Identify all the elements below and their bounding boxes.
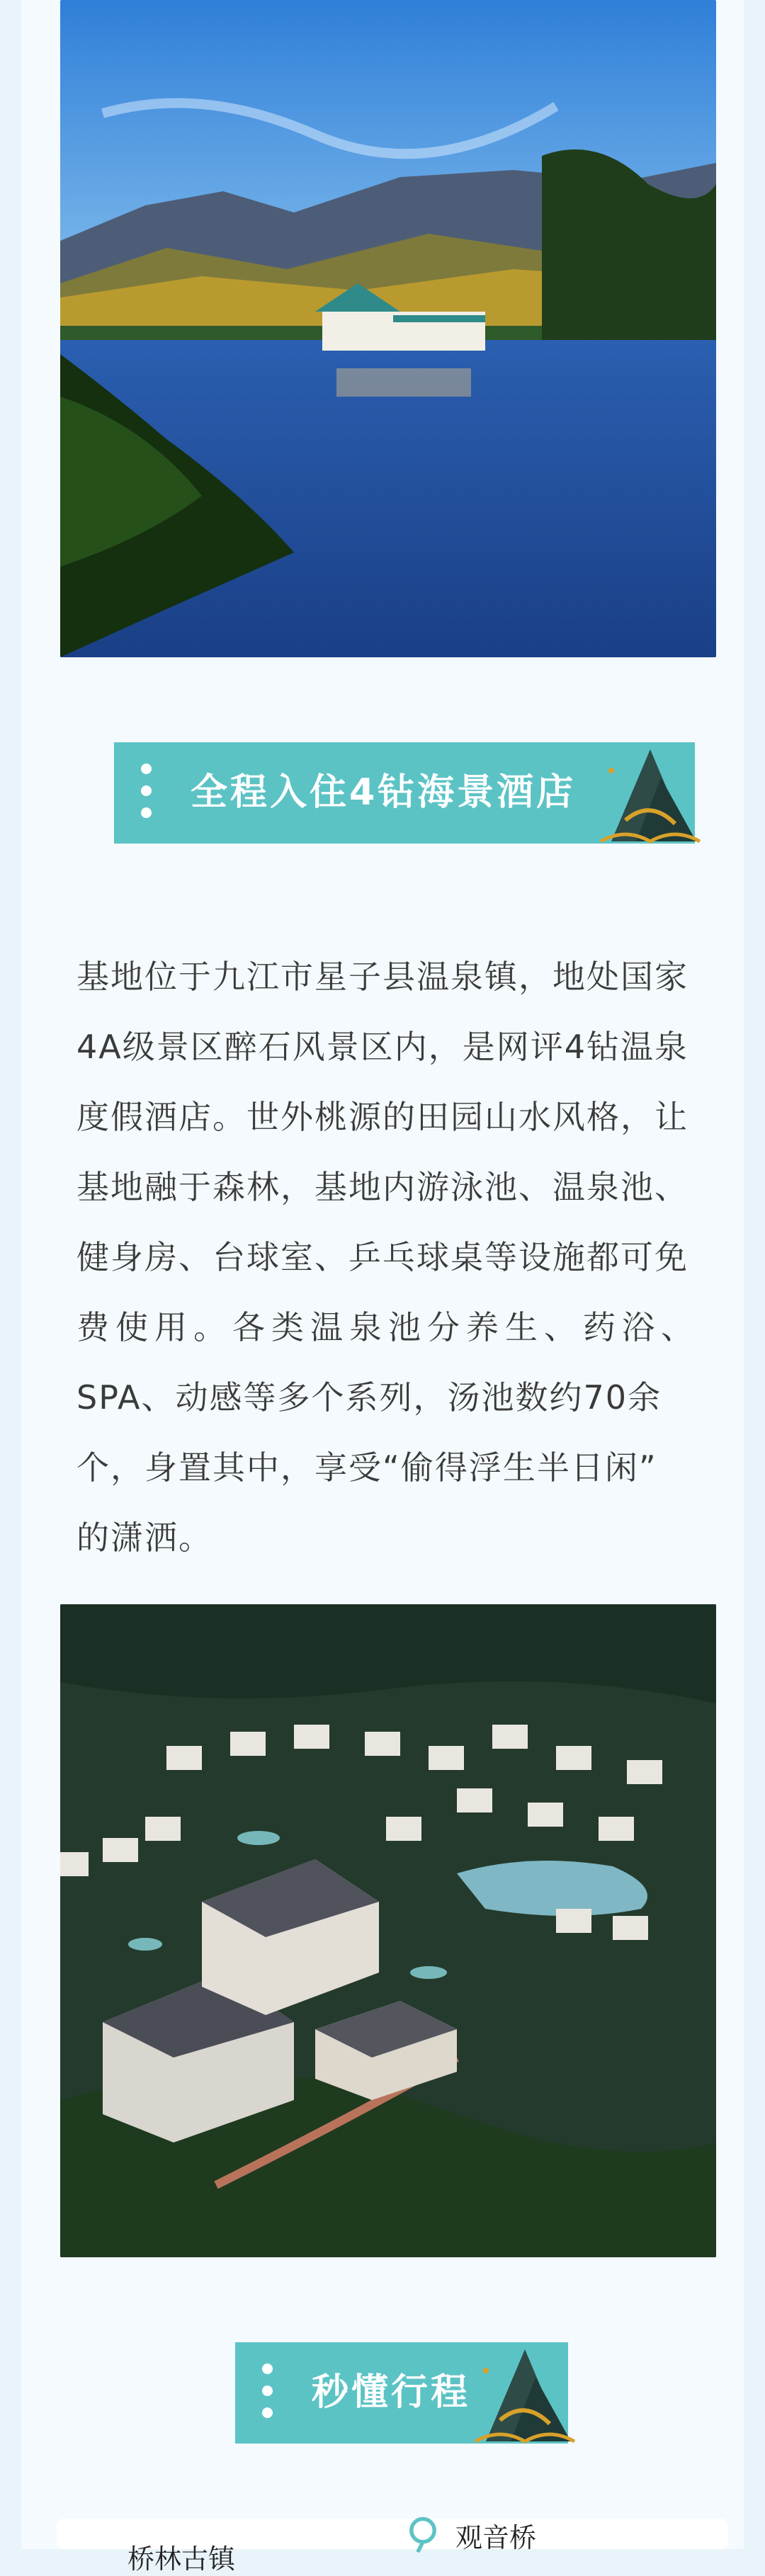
article-page (21, 0, 744, 2575)
lake-pavilion-photo (60, 0, 716, 657)
hotel-description (76, 942, 749, 1573)
mountain-icon (597, 735, 703, 849)
description-line: 基地位于九江市星子县温泉镇，地处国家 (76, 958, 688, 996)
dots-icon (262, 2364, 273, 2429)
description-line: 费使用。各类温泉池分养生、药浴、 (76, 1308, 700, 1346)
hotel-banner-title: 全程入住4钻海景酒店 (191, 771, 577, 814)
description-line: 4A级景区醉石风景区内，是网评4钻温泉 (76, 1028, 689, 1066)
description-line: 健身房、台球室、乒乓球桌等设施都可免 (76, 1238, 688, 1276)
itinerary-stop-label: 桥林古镇 (128, 2543, 236, 2575)
hotel-section-banner (114, 742, 695, 844)
description-line: 度假酒店。世外桃源的田园山水风格，让 (76, 1098, 688, 1136)
description-line: SPA、动感等多个系列，汤池数约70余 (76, 1378, 662, 1417)
itinerary-section-banner (235, 2342, 568, 2444)
dots-icon (141, 764, 152, 829)
location-pin-icon (404, 2515, 442, 2553)
itinerary-stop-label: 观音桥 (455, 2522, 537, 2553)
resort-aerial-photo (60, 1604, 716, 2257)
description-line: 基地融于森林，基地内游泳池、温泉池、 (76, 1168, 688, 1206)
itinerary-banner-title: 秒懂行程 (312, 2371, 471, 2414)
mountain-icon (472, 2335, 578, 2449)
description-line: 的潇洒。 (76, 1519, 212, 1557)
itinerary-map-card (57, 2519, 728, 2575)
description-line: 个，身置其中，享受“偷得浮生半日闲” (76, 1448, 657, 1487)
